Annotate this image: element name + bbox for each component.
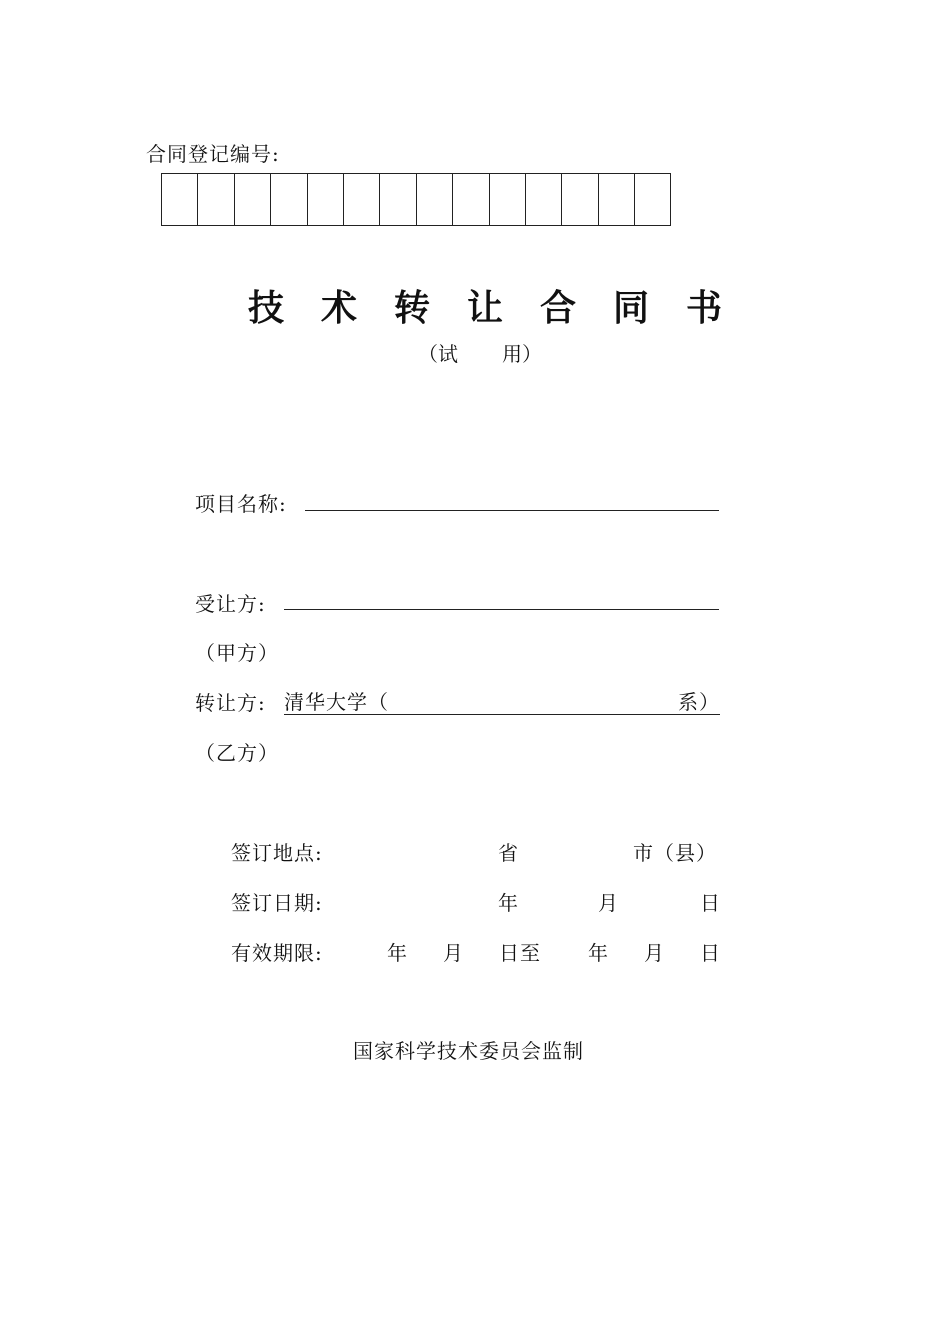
registration-number-box[interactable] bbox=[416, 173, 453, 226]
registration-number-box[interactable] bbox=[452, 173, 489, 226]
registration-number-box[interactable] bbox=[197, 173, 234, 226]
signing-month: 月 bbox=[598, 891, 619, 915]
registration-number-box[interactable] bbox=[379, 173, 416, 226]
project-name-label: 项目名称: bbox=[195, 492, 287, 516]
transferor-field[interactable] bbox=[284, 686, 720, 715]
signing-province: 省 bbox=[498, 841, 519, 865]
registration-number-box[interactable] bbox=[161, 173, 198, 226]
document-subtitle bbox=[418, 338, 542, 367]
signing-day: 日 bbox=[700, 891, 721, 915]
signing-date-label: 签订日期: bbox=[231, 891, 323, 915]
registration-number-box[interactable] bbox=[598, 173, 635, 226]
document-title: 技术转让合同书 bbox=[248, 287, 760, 329]
registration-number-boxes[interactable] bbox=[161, 173, 671, 226]
validity-end-day: 日 bbox=[700, 941, 721, 965]
registration-number-box[interactable] bbox=[561, 173, 598, 226]
supervisor-footer: 国家科学技术委员会监制 bbox=[353, 1039, 584, 1063]
subtitle-open: （试 bbox=[418, 342, 458, 366]
registration-number-box[interactable] bbox=[634, 173, 671, 226]
signing-year: 年 bbox=[498, 891, 519, 915]
validity-start-month: 月 bbox=[443, 941, 464, 965]
registration-number-box[interactable] bbox=[343, 173, 380, 226]
validity-end-year: 年 bbox=[588, 941, 609, 965]
validity-start-year: 年 bbox=[387, 941, 408, 965]
subtitle-close: 用） bbox=[502, 342, 542, 366]
registration-number-box[interactable] bbox=[489, 173, 526, 226]
validity-end-month: 月 bbox=[644, 941, 665, 965]
validity-label: 有效期限: bbox=[231, 941, 323, 965]
registration-number-box[interactable] bbox=[234, 173, 271, 226]
transferee-label: 受让方: bbox=[195, 592, 266, 616]
transferor-label: 转让方: bbox=[195, 691, 266, 715]
registration-label: 合同登记编号: bbox=[146, 142, 280, 166]
transferee-field[interactable] bbox=[284, 609, 719, 610]
registration-number-box[interactable] bbox=[307, 173, 344, 226]
signing-city: 市（县） bbox=[633, 841, 717, 865]
project-name-field[interactable] bbox=[305, 510, 719, 511]
transferor-value-prefix: 清华大学（ bbox=[284, 690, 389, 714]
party-a-label: （甲方） bbox=[195, 641, 279, 665]
party-b-label: （乙方） bbox=[195, 741, 279, 765]
signing-place-label: 签订地点: bbox=[231, 841, 323, 865]
transferor-value-suffix: 系） bbox=[678, 690, 720, 714]
registration-number-box[interactable] bbox=[525, 173, 562, 226]
validity-start-day-to: 日至 bbox=[499, 941, 541, 965]
registration-number-box[interactable] bbox=[270, 173, 307, 226]
